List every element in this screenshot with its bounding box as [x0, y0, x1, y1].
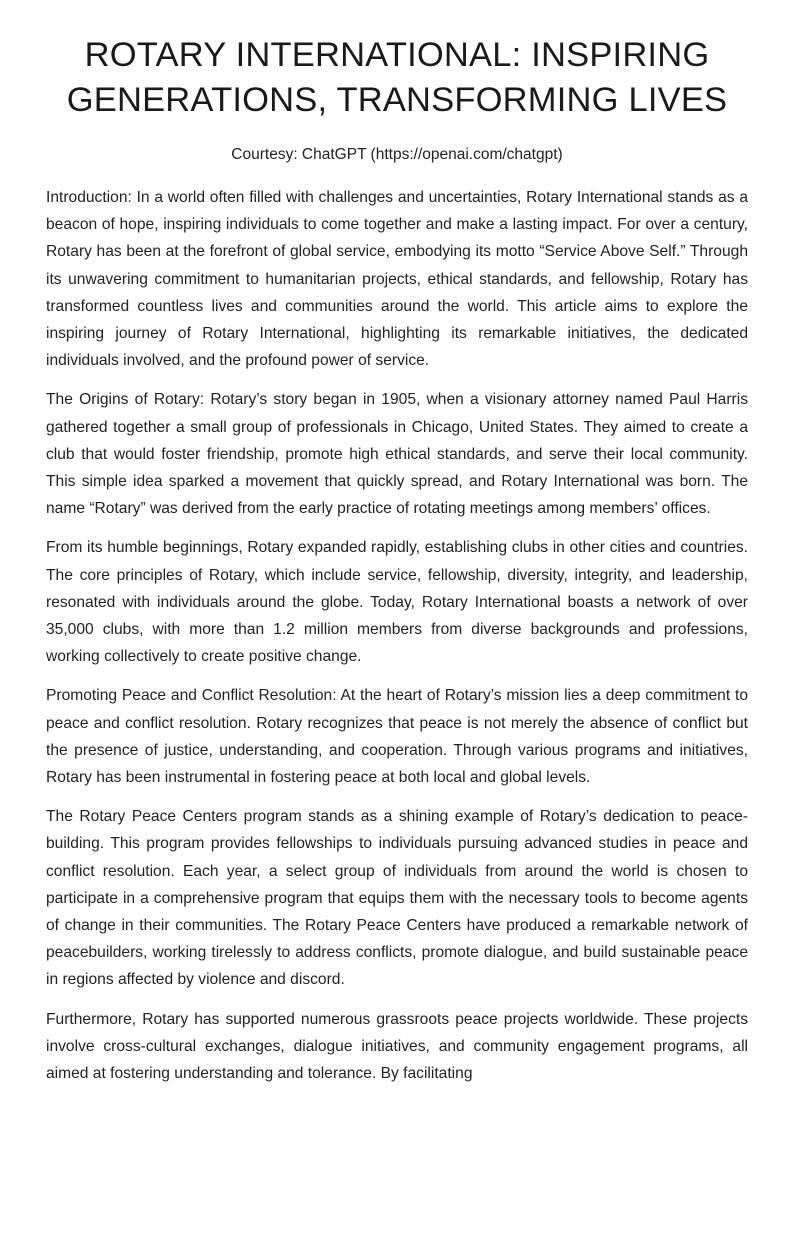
- paragraph-origins: The Origins of Rotary: Rotary’s story began in 1905, when a visionary attorney named Paul Harris gathered together a small group of professionals in Chicago, United States. They aimed to create a club that would foster friendship, promote high ethical standards, and serve their local community. This simple idea sparked a movement that quickly spread, and Rotary International was born. The name “Rotary” was derived from the early practice of rotating meetings among members’ offices.: [46, 391, 748, 518]
- article-title: ROTARY INTERNATIONAL: INSPIRING GENERATIONS, TRANSFORMING LIVES: [66, 36, 728, 119]
- paragraph-peace: Promoting Peace and Conflict Resolution: At the heart of Rotary’s mission lies a deep commitment to peace and conflict resolution. Rotary recognizes that peace is not merely the absence of conflict but the presence of justice, understanding, and cooperation. Through various programs and initiatives, Rotary has been instrumental in fostering peace at both local and global levels.: [46, 687, 748, 787]
- paragraph-grassroots: Furthermore, Rotary has supported numerous grassroots peace projects worldwide. These projects involve cross-cultural exchanges, dialogue initiatives, and community engagement programs, all aimed at fostering understanding and tolerance. By facilitating: [46, 1010, 748, 1083]
- article-body: [46, 184, 748, 1087]
- paragraph-introduction: Introduction: In a world often filled with challenges and uncertainties, Rotary International stands as a beacon of hope, inspiring individuals to come together and make a lasting impact. For over a century, Rotary has been at the forefront of global service, embodying its motto “Service Above Self.” Through its unwavering commitment to humanitarian projects, ethical standards, and fellowship, Rotary has transformed countless lives and communities around the world. This article aims to explore the inspiring journey of Rotary International, highlighting its remarkable initiatives, the dedicated individuals involved, and the profound power of service.: [46, 189, 748, 370]
- courtesy-line: Courtesy: ChatGPT (https://openai.com/chatgpt): [231, 146, 563, 163]
- paragraph-peace-centers: The Rotary Peace Centers program stands as a shining example of Rotary’s dedication to peace-building. This program provides fellowships to individuals pursuing advanced studies in peace and conflict resolution. Each year, a select group of individuals from around the world is chosen to participate in a comprehensive program that equips them with the necessary tools to become agents of change in their communities. The Rotary Peace Centers have produced a remarkable network of peacebuilders, working tirelessly to address conflicts, promote dialogue, and build sustainable peace in regions affected by violence and discord.: [46, 808, 748, 989]
- paragraph-expansion: From its humble beginnings, Rotary expanded rapidly, establishing clubs in other cities and countries. The core principles of Rotary, which include service, fellowship, diversity, integrity, and leadership, resonated with individuals around the globe. Today, Rotary International boasts a network of over 35,000 clubs, with more than 1.2 million members from diverse backgrounds and professions, working collectively to create positive change.: [46, 539, 748, 666]
